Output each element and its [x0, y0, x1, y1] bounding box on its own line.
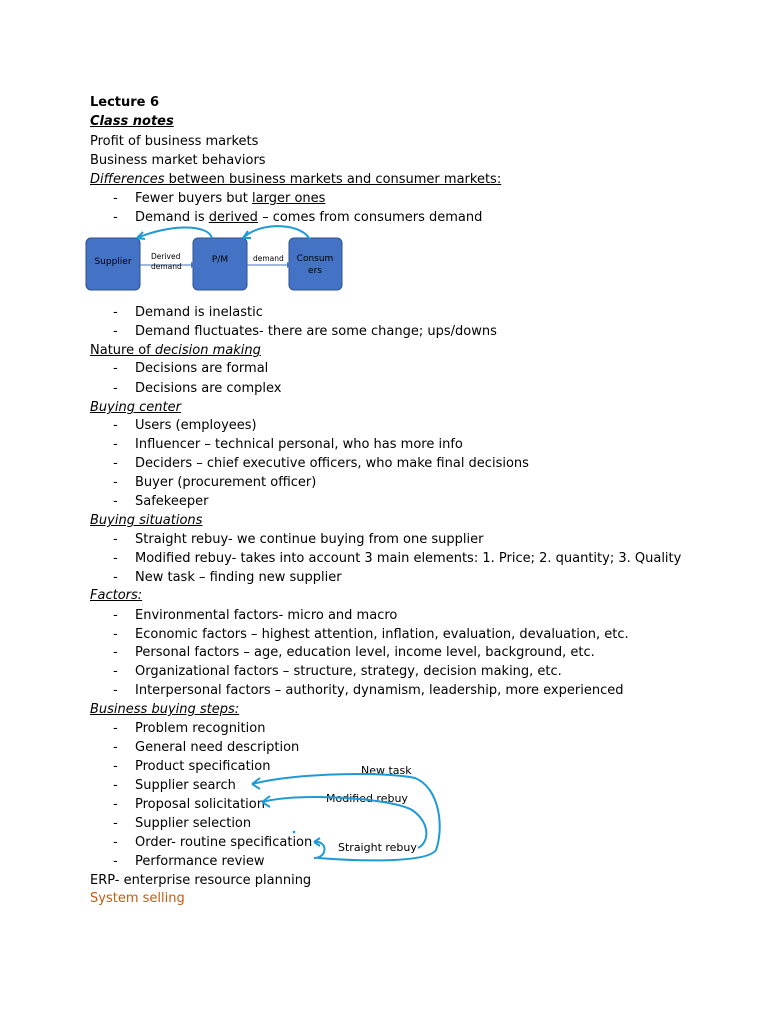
- bullet-text: Fewer buyers but: [135, 191, 253, 206]
- list-item: [113, 436, 463, 453]
- bullet-dash: -: [113, 532, 118, 547]
- bullet-text: Supplier selection: [135, 816, 252, 831]
- bullet-dash: -: [113, 835, 118, 850]
- bullet-dash: -: [113, 627, 118, 642]
- behaviors-line: Business market behaviors: [90, 153, 266, 168]
- curved-arrow-straight-rebuy: [314, 842, 325, 858]
- list-item: [113, 493, 208, 510]
- bullet-dash: -: [113, 759, 118, 774]
- derived-demand-label-2: demand: [151, 262, 182, 271]
- annotation-new-task: New task: [361, 764, 412, 777]
- list-item: [113, 663, 562, 680]
- bullet-dash: -: [113, 437, 118, 452]
- list-item: [113, 360, 268, 377]
- annotation-modified-rebuy: Modified rebuy: [326, 792, 408, 805]
- pm-label: P/M: [211, 255, 229, 265]
- bullet-text: Decisions are formal: [135, 361, 269, 376]
- bullet-dash: -: [113, 494, 118, 509]
- lecture-title: Lecture 6: [90, 95, 160, 110]
- bullet-dash: -: [113, 854, 118, 869]
- class-notes-heading: Class notes: [90, 114, 174, 129]
- supplier-label: Supplier: [94, 257, 132, 267]
- bullet-text-post: – comes from consumers demand: [257, 210, 483, 225]
- bullet-dash: -: [113, 816, 118, 831]
- bullet-underlined: larger ones: [252, 191, 326, 206]
- bullet-text: Economic factors – highest attention, inflation, evaluation, devaluation, etc.: [135, 627, 629, 642]
- list-item: [113, 682, 623, 699]
- list-item: [113, 644, 595, 661]
- profit-line: Profit of business markets: [90, 134, 259, 149]
- differences-heading-italic: Differences: [90, 172, 165, 187]
- nature-heading-italic: decision making: [154, 343, 261, 358]
- bullet-text: Deciders – chief executive officers, who make final decisions: [135, 456, 529, 471]
- bullet-text: Influencer – technical personal, who has more info: [135, 437, 463, 452]
- list-item: [113, 607, 397, 624]
- differences-heading-rest: between business markets and consumer markets:: [164, 172, 502, 187]
- list-item: [113, 569, 342, 586]
- bullet-text: Straight rebuy- we continue buying from one supplier: [135, 532, 484, 547]
- consumers-label-2: ers: [308, 266, 322, 276]
- bullet-dash: -: [113, 418, 118, 433]
- list-item: [113, 531, 483, 548]
- factors-heading: Factors:: [90, 588, 143, 603]
- list-item: [113, 190, 325, 207]
- bullet-dash: -: [113, 210, 118, 225]
- list-item: [113, 474, 316, 491]
- annotation-straight-rebuy: Straight rebuy: [338, 841, 417, 854]
- list-item: [113, 815, 251, 832]
- ink-dot: [293, 831, 296, 834]
- bullet-text: Interpersonal factors – authority, dynamism, leadership, more experienced: [135, 683, 624, 698]
- bullet-dash: -: [113, 664, 118, 679]
- buying-steps-heading: Business buying steps:: [90, 702, 240, 717]
- bullet-underlined: derived: [208, 210, 258, 225]
- consumers-label-1: Consum: [296, 254, 334, 264]
- bullet-text: Organizational factors – structure, strategy, decision making, etc.: [135, 664, 562, 679]
- bullet-text: Environmental factors- micro and macro: [135, 608, 398, 623]
- bullet-text: Personal factors – age, education level, income level, background, etc.: [135, 645, 595, 660]
- list-item: [113, 739, 299, 756]
- bullet-text: Demand is: [135, 210, 209, 225]
- bullet-dash: -: [113, 551, 118, 566]
- derived-demand-label-1: Derived: [151, 252, 181, 261]
- list-item: [113, 777, 236, 794]
- curved-arrow-pm-supplier: [137, 228, 212, 239]
- bullet-dash: -: [113, 381, 118, 396]
- nature-heading: [90, 342, 261, 359]
- system-selling-line: System selling: [90, 891, 185, 906]
- bullet-text: Problem recognition: [135, 721, 266, 736]
- demand-label: demand: [253, 254, 284, 263]
- bullet-dash: -: [113, 570, 118, 585]
- demand-flow-diagram: [80, 222, 360, 298]
- bullet-text: Modified rebuy- takes into account 3 main elements: 1. Price; 2. quantity; 3. Quality: [135, 551, 682, 566]
- bullet-text: Demand is inelastic: [135, 305, 263, 320]
- list-item: [113, 417, 257, 434]
- bullet-text: Users (employees): [135, 418, 257, 433]
- list-item: [113, 304, 263, 321]
- list-item: [113, 720, 265, 737]
- bullet-dash: -: [113, 361, 118, 376]
- bullet-dash: -: [113, 740, 118, 755]
- buying-steps-annotation: [240, 758, 450, 868]
- bullet-dash: -: [113, 324, 118, 339]
- bullet-dash: -: [113, 608, 118, 623]
- list-item: [113, 455, 529, 472]
- bullet-dash: -: [113, 456, 118, 471]
- bullet-text: Proposal solicitation: [135, 797, 265, 812]
- bullet-text: Product specification: [135, 759, 271, 774]
- bullet-text: Order- routine specification: [135, 835, 313, 850]
- bullet-text: Decisions are complex: [135, 381, 282, 396]
- bullet-text: Supplier search: [135, 778, 236, 793]
- bullet-text: Performance review: [135, 854, 265, 869]
- buying-center-heading: Buying center: [90, 400, 181, 415]
- list-item: [113, 550, 681, 567]
- bullet-text: Demand fluctuates- there are some change; ups/downs: [135, 324, 497, 339]
- bullet-text: New task – finding new supplier: [135, 570, 342, 585]
- bullet-dash: -: [113, 645, 118, 660]
- bullet-dash: -: [113, 797, 118, 812]
- nature-heading-pre: Nature of: [90, 343, 155, 358]
- differences-heading: [90, 171, 501, 188]
- list-item: [113, 626, 629, 643]
- erp-line: ERP- enterprise resource planning: [90, 873, 312, 888]
- bullet-dash: -: [113, 305, 118, 320]
- bullet-dash: -: [113, 475, 118, 490]
- consumers-box: [289, 238, 342, 290]
- bullet-text: Safekeeper: [135, 494, 209, 509]
- bullet-text: Buyer (procurement officer): [135, 475, 317, 490]
- bullet-dash: -: [113, 778, 118, 793]
- list-item: [113, 323, 497, 340]
- buying-situations-heading: Buying situations: [90, 513, 203, 528]
- bullet-dash: -: [113, 191, 118, 206]
- bullet-dash: -: [113, 683, 118, 698]
- list-item: [113, 380, 282, 397]
- bullet-dash: -: [113, 721, 118, 736]
- bullet-text: General need description: [135, 740, 300, 755]
